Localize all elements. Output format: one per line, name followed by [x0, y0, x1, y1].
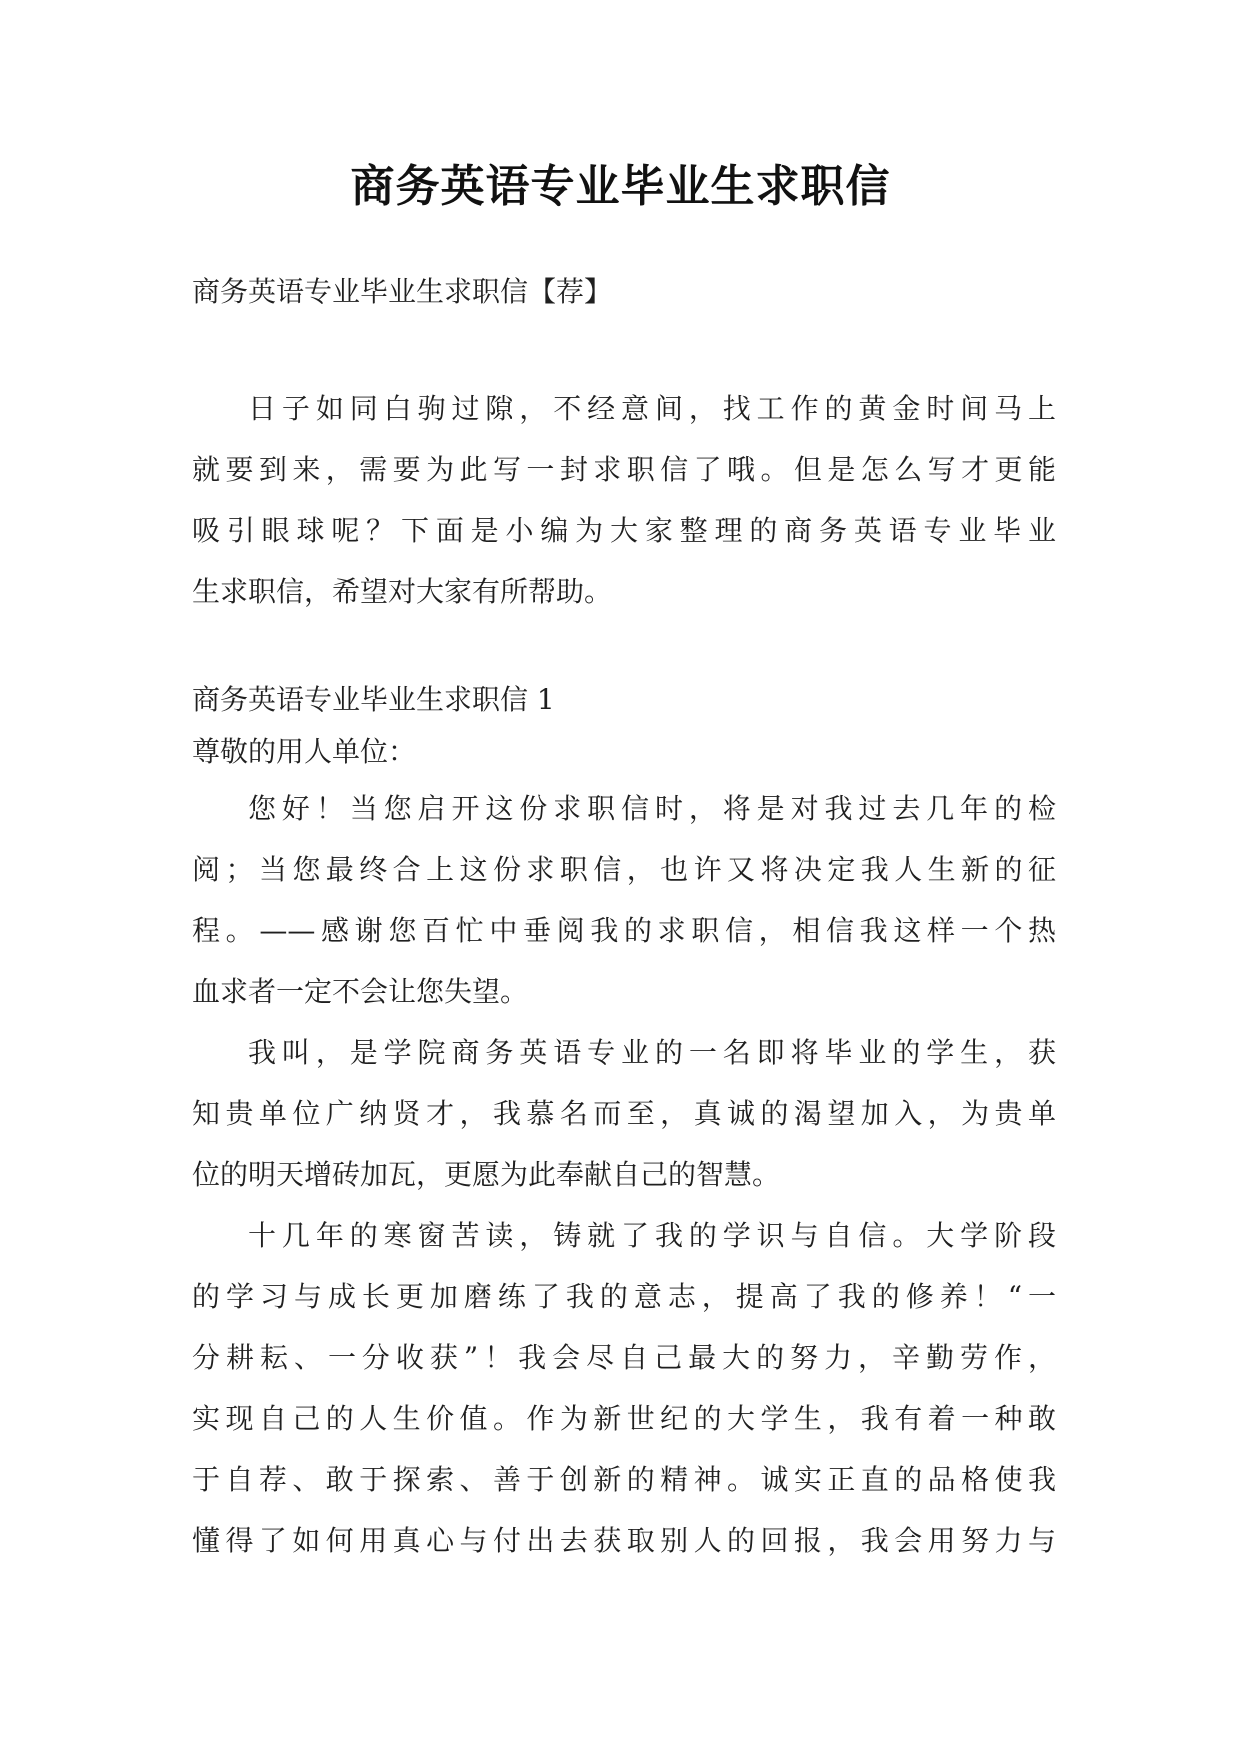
text-line: 生求职信，希望对大家有所帮助。 [192, 575, 613, 608]
text-line: 日子如同白驹过隙，不经意间，找工作的黄金时间马上 [248, 392, 1056, 425]
text-line: 血求者一定不会让您失望。 [192, 975, 529, 1008]
document-subtitle: 商务英语专业毕业生求职信【荐】 [192, 275, 613, 308]
text-line: 懂得了如何用真心与付出去获取别人的回报，我会用努力与 [192, 1524, 1056, 1557]
text-line: 我叫，是学院商务英语专业的一名即将毕业的学生，获 [248, 1036, 1056, 1069]
letter-paragraph-3 [192, 1205, 1056, 1571]
text-line: 分耕耘、一分收获”！我会尽自己最大的努力，辛勤劳作， [192, 1341, 1056, 1374]
text-line: 就要到来，需要为此写一封求职信了哦。但是怎么写才更能 [192, 453, 1056, 486]
letter-heading: 商务英语专业毕业生求职信 1 [192, 683, 555, 716]
intro-paragraph [192, 378, 1056, 622]
text-line: 于自荐、敢于探索、善于创新的精神。诚实正直的品格使我 [192, 1463, 1056, 1496]
text-line: 位的明天增砖加瓦，更愿为此奉献自己的智慧。 [192, 1158, 781, 1191]
letter-paragraph-2 [192, 1022, 1056, 1205]
document-title: 商务英语专业毕业生求职信 [350, 161, 891, 212]
text-line: 的学习与成长更加磨练了我的意志，提高了我的修养！“一 [192, 1280, 1056, 1313]
text-line: 十几年的寒窗苦读，铸就了我的学识与自信。大学阶段 [248, 1219, 1056, 1252]
letter-paragraph-1 [192, 778, 1056, 1022]
text-line: 吸引眼球呢？下面是小编为大家整理的商务英语专业毕业 [192, 514, 1056, 547]
text-line: 实现自己的人生价值。作为新世纪的大学生，我有着一种敢 [192, 1402, 1056, 1435]
text-line: 阅；当您最终合上这份求职信，也许又将决定我人生新的征 [192, 853, 1056, 886]
salutation: 尊敬的用人单位： [192, 735, 417, 768]
text-line: 知贵单位广纳贤才，我慕名而至，真诚的渴望加入，为贵单 [192, 1097, 1056, 1130]
document-body [192, 262, 1056, 1571]
text-line: 您好！当您启开这份求职信时，将是对我过去几年的检 [248, 792, 1056, 825]
text-line: 程。——感谢您百忙中垂阅我的求职信，相信我这样一个热 [192, 914, 1056, 947]
